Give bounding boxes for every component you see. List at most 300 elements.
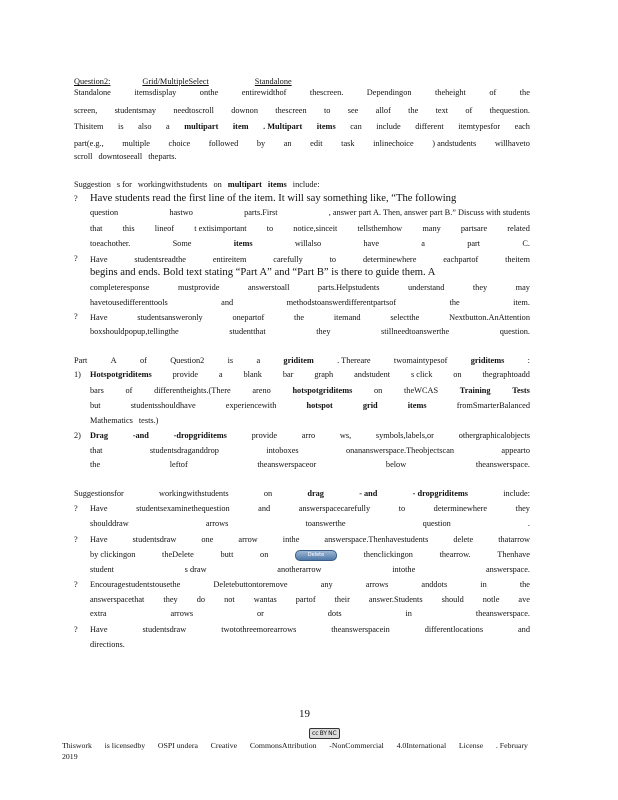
word: arrows — [170, 609, 194, 618]
text-line — [90, 431, 530, 441]
footer-word: -NonCommercial — [329, 741, 384, 750]
footer-word: License — [458, 741, 484, 750]
by-icon: BY — [319, 730, 328, 737]
word: part(e.g., — [74, 139, 104, 148]
word: studentsreadthe — [134, 255, 186, 264]
word: , answer part A. Then, answer part B.” Discuss with students — [328, 208, 530, 217]
word: thequestion. — [489, 106, 530, 115]
word — [295, 550, 337, 561]
word: downtoseeall — [98, 152, 143, 161]
word: they — [515, 504, 530, 513]
word: boxshouldpopup,tellingthe — [90, 327, 179, 336]
word: parts.First — [244, 208, 278, 217]
word: - dropgriditems — [412, 489, 469, 498]
word: parts.Helpstudents — [317, 283, 380, 292]
text-line — [74, 356, 530, 366]
word: s draw — [184, 565, 207, 574]
large-text-line: Have students read the first line of the item. It will say something like, “The following — [90, 193, 457, 204]
word: followed — [208, 139, 239, 148]
word: Have — [90, 535, 108, 544]
word: Mathematics — [90, 416, 133, 425]
word: Training — [459, 386, 491, 395]
word: on — [263, 489, 273, 498]
word: stillneedtoanswerthe — [381, 327, 450, 336]
text-line — [90, 640, 530, 650]
word: their — [334, 595, 350, 604]
text-line — [74, 88, 530, 98]
word: is — [227, 356, 234, 365]
bullet-marker: ? — [74, 625, 78, 634]
word: the — [519, 580, 530, 589]
text-line — [90, 504, 530, 514]
word: answerspace. — [485, 565, 530, 574]
text-line — [90, 519, 530, 529]
word: differentlocations — [424, 625, 484, 634]
word: shoulddraw — [90, 519, 129, 528]
word: Encouragestudentstousethe — [90, 580, 181, 589]
word: a — [218, 370, 223, 379]
word: can — [350, 122, 362, 131]
word: also — [138, 122, 152, 131]
word: item — [232, 122, 249, 131]
word: studentthat — [229, 327, 266, 336]
word: symbols,labels,or — [375, 431, 434, 440]
word: - and — [359, 489, 378, 498]
word: Suggestionsfor — [74, 489, 124, 498]
word: below — [385, 460, 407, 469]
word: question — [90, 208, 119, 217]
word: they — [316, 327, 331, 336]
word: part — [467, 239, 481, 248]
word: Part — [74, 356, 88, 365]
word: the — [293, 313, 305, 322]
word: twotothreemorearrows — [221, 625, 297, 634]
footer-word: Creative — [210, 741, 238, 750]
text-line — [74, 489, 530, 499]
word: anotherarrow — [277, 565, 322, 574]
heading-standalone: Standalone — [254, 77, 292, 86]
word: lineof — [154, 224, 175, 233]
word: -and — [132, 431, 149, 440]
word: A — [110, 356, 117, 365]
word: a — [421, 239, 425, 248]
bullet-marker: ? — [74, 194, 78, 203]
word: completeresponse — [90, 283, 150, 292]
text-line — [74, 152, 530, 162]
word: toeachother. — [90, 239, 131, 248]
word: intothe — [392, 565, 416, 574]
word: Standalone — [74, 88, 111, 97]
word: : — [527, 356, 530, 365]
word: answer.Students — [368, 595, 423, 604]
word: or — [256, 609, 264, 618]
word: intoboxes — [266, 446, 299, 455]
word: include — [376, 122, 401, 131]
text-line — [90, 298, 530, 308]
word: do — [196, 595, 206, 604]
word: othergraphicalobjects — [458, 431, 530, 440]
word: toanswerthe — [305, 519, 346, 528]
word: items — [407, 401, 427, 410]
word: thenclickingon — [363, 550, 413, 559]
word: theparts. — [148, 152, 177, 161]
word: studentsdraw — [132, 535, 177, 544]
footer-word: 4.0International — [396, 741, 447, 750]
word: this — [122, 224, 135, 233]
word: theanswerspace. — [475, 609, 530, 618]
text-line — [90, 446, 530, 456]
word: studentsmay — [114, 106, 157, 115]
word: multipart — [184, 122, 219, 131]
word: screen, — [74, 106, 98, 115]
word: grid — [362, 401, 378, 410]
word: griditem — [283, 356, 314, 365]
creative-commons-badge — [309, 728, 340, 739]
word: s click — [410, 370, 433, 379]
text-line — [90, 239, 530, 249]
bullet-marker: ? — [74, 254, 78, 263]
word: drag — [307, 489, 324, 498]
word: studentsdraw — [142, 625, 187, 634]
word: but — [90, 401, 101, 410]
word: theanswerspaceor — [257, 460, 317, 469]
word: appearto — [501, 446, 530, 455]
word: the — [519, 88, 530, 97]
word: in — [480, 580, 487, 589]
word: text — [435, 106, 449, 115]
word: theDelete — [162, 550, 194, 559]
large-text-line: begins and ends. Bold text stating “Part A” and “Part B” is there to guide them. A — [90, 267, 436, 278]
word: notle — [482, 595, 500, 604]
word: of — [489, 88, 497, 97]
footer-word: OSPI undera — [157, 741, 198, 750]
word: on — [213, 180, 222, 189]
word: a — [166, 122, 170, 131]
license-footer-year: 2019 — [62, 752, 78, 761]
text-line — [90, 460, 530, 470]
cc-icon: cc — [312, 730, 319, 737]
text-line — [74, 106, 530, 116]
list-number: 1) — [74, 370, 81, 379]
word: studentsshouldhave — [130, 401, 196, 410]
word: they — [163, 595, 178, 604]
word: a — [256, 356, 261, 365]
license-footer — [62, 741, 528, 750]
word: arrows — [205, 519, 229, 528]
text-line — [74, 180, 530, 190]
word: on — [260, 550, 269, 559]
nc-icon: NC — [328, 730, 337, 737]
word: understand — [407, 283, 445, 292]
word: different — [415, 122, 444, 131]
word: Some — [172, 239, 192, 248]
word: t extisimportant — [194, 224, 247, 233]
word: and — [518, 625, 530, 634]
word: theheight — [434, 88, 466, 97]
text-line — [90, 401, 530, 411]
word: answerstoall — [247, 283, 290, 292]
word: methodstoanswerdifferentpartsof — [286, 298, 397, 307]
word: eachpartof — [443, 255, 479, 264]
word: many — [422, 224, 441, 233]
word: anddots — [421, 580, 448, 589]
text-line — [90, 313, 530, 323]
word: should — [441, 595, 464, 604]
word: Tests — [512, 386, 530, 395]
word: onananswerspace.Theobjectscan — [345, 446, 455, 455]
word: inthe — [282, 535, 300, 544]
word: twomaintypesof — [393, 356, 448, 365]
word: workingwithstudents — [159, 489, 229, 498]
word: by — [256, 139, 266, 148]
word: Nextbutton.AnAttention — [449, 313, 530, 322]
word: in — [405, 609, 412, 618]
word: griditems — [470, 356, 505, 365]
word: studentsansweronly — [137, 313, 203, 322]
word: Thisitem — [74, 122, 104, 131]
word: ws, — [339, 431, 352, 440]
word: andstudent — [354, 370, 391, 379]
word: extra — [90, 609, 107, 618]
word: partsare — [460, 224, 488, 233]
word: see — [347, 106, 359, 115]
word: Deletebuttontoremove — [213, 580, 288, 589]
word: graph — [314, 370, 334, 379]
text-line — [90, 370, 530, 380]
word: an — [283, 139, 292, 148]
word: butt — [220, 550, 234, 559]
text-line — [90, 416, 530, 426]
word: each — [514, 122, 530, 131]
word: question — [422, 519, 451, 528]
word: notice,sinceit — [293, 224, 338, 233]
word: of — [139, 356, 147, 365]
word: Have — [90, 504, 108, 513]
word: arrow — [238, 535, 258, 544]
word: may — [515, 283, 530, 292]
word: Hotspotgriditems — [90, 370, 152, 379]
word: thegraphtoadd — [482, 370, 530, 379]
word: tests.) — [138, 416, 159, 425]
word: onthe — [199, 88, 219, 97]
word: of — [125, 386, 133, 395]
word: willalso — [294, 239, 322, 248]
word: by clickingon — [90, 550, 136, 559]
word: theanswerspace. — [475, 460, 530, 469]
word: related — [507, 224, 530, 233]
text-line — [90, 386, 530, 396]
word: items — [267, 180, 287, 189]
word: itemand — [333, 313, 361, 322]
footer-word: Thiswork — [62, 741, 92, 750]
word: items — [233, 239, 253, 248]
text-line — [90, 208, 530, 218]
word: and — [258, 504, 271, 513]
word: needtoscroll — [173, 106, 214, 115]
word: on — [374, 386, 383, 395]
word: not — [224, 595, 235, 604]
word: provide — [172, 370, 199, 379]
bullet-marker: ? — [74, 535, 78, 544]
text-line — [90, 595, 530, 605]
bullet-marker: ? — [74, 312, 78, 321]
word: havetousedifferenttools — [90, 298, 168, 307]
text-line — [90, 327, 530, 337]
word: determinewhere — [362, 255, 417, 264]
word: multiple — [122, 139, 150, 148]
word: s for — [116, 180, 132, 189]
word: inlinechoice — [373, 139, 414, 148]
word: workingwithstudents — [137, 180, 208, 189]
word: Drag — [90, 431, 108, 440]
word: theanswerspacein — [331, 625, 390, 634]
word: wantas — [253, 595, 277, 604]
word: that — [90, 446, 103, 455]
word: studentsexaminethequestion — [136, 504, 230, 513]
word: on — [453, 370, 462, 379]
word: areno — [252, 386, 271, 395]
word: edit — [310, 139, 323, 148]
word: hotspot — [306, 401, 333, 410]
word: to — [329, 255, 337, 264]
word: any — [320, 580, 333, 589]
text-line — [90, 550, 530, 561]
footer-word: CommonsAttribution — [249, 741, 317, 750]
text-line — [90, 535, 530, 545]
word: answerspacecarefully — [298, 504, 371, 513]
word: leftof — [169, 460, 188, 469]
word: entireitem — [212, 255, 247, 264]
text-line — [74, 122, 530, 132]
word: experiencewith — [225, 401, 277, 410]
word: thearrow. — [439, 550, 471, 559]
list-number: 2) — [74, 431, 81, 440]
word: they — [472, 283, 488, 292]
word: . — [527, 519, 530, 528]
word: Dependingon — [366, 88, 412, 97]
word: onepartof — [232, 313, 265, 322]
word: the — [408, 106, 419, 115]
word: entirewidthof — [241, 88, 287, 97]
bullet-marker: ? — [74, 580, 78, 589]
word: have — [363, 239, 380, 248]
word: task — [341, 139, 355, 148]
word: ave — [518, 595, 530, 604]
text-line — [90, 283, 530, 293]
word: mustprovide — [177, 283, 220, 292]
word: answerspacethat — [90, 595, 145, 604]
word: C. — [522, 239, 530, 248]
word: one — [201, 535, 214, 544]
word: include: — [292, 180, 320, 189]
delete-button-image: Delete — [295, 550, 337, 561]
word: Suggestion — [74, 180, 111, 189]
bullet-marker: ? — [74, 504, 78, 513]
word: to — [323, 106, 331, 115]
heading-item-type: Grid/MultipleSelect — [142, 77, 209, 86]
word: multipart — [227, 180, 262, 189]
word: selectthe — [390, 313, 420, 322]
word: carefully — [273, 255, 303, 264]
footer-word: is licensedby — [104, 741, 146, 750]
word: to — [266, 224, 274, 233]
text-line — [90, 580, 530, 590]
question-heading — [74, 77, 530, 87]
word: studentsdraganddrop — [149, 446, 219, 455]
word: tellsthemhow — [357, 224, 403, 233]
word: and — [221, 298, 234, 307]
page-number: 19 — [299, 708, 310, 720]
heading-question-number: Question2: — [74, 77, 111, 86]
word: the — [90, 460, 101, 469]
word: Have — [90, 313, 108, 322]
word: dots — [327, 609, 342, 618]
word: thatarrow — [498, 535, 530, 544]
word: scroll — [74, 152, 93, 161]
word: ) andstudents — [432, 139, 477, 148]
word: to — [398, 504, 406, 513]
word: Have — [90, 625, 108, 634]
word: Have — [90, 255, 108, 264]
word: arrows — [365, 580, 389, 589]
word: partof — [295, 595, 316, 604]
word: the — [449, 298, 460, 307]
word: allof — [375, 106, 391, 115]
word: arro — [301, 431, 316, 440]
word: fromSmarterBalanced — [456, 401, 530, 410]
word: include: — [503, 489, 530, 498]
text-line — [90, 625, 530, 635]
word: . Thereare — [337, 356, 371, 365]
word: bar — [282, 370, 294, 379]
word: item. — [513, 298, 530, 307]
word: question. — [499, 327, 530, 336]
word: hotspotgriditems — [292, 386, 353, 395]
word: . Multipart — [263, 122, 303, 131]
word: answerspace.Thenhavestudents — [324, 535, 429, 544]
word: itemtypesfor — [458, 122, 501, 131]
text-line — [90, 609, 530, 619]
word: hastwo — [169, 208, 193, 217]
text-line — [90, 224, 530, 234]
word: is — [118, 122, 124, 131]
word: provide — [251, 431, 278, 440]
word: thescreen. — [309, 88, 344, 97]
word: determinewhere — [433, 504, 488, 513]
footer-word: . February — [495, 741, 528, 750]
word: theitem — [505, 255, 530, 264]
word: willhaveto — [494, 139, 530, 148]
word: student — [90, 565, 114, 574]
word: that — [90, 224, 103, 233]
word: delete — [453, 535, 474, 544]
word: items — [316, 122, 336, 131]
word: theWCAS — [404, 386, 439, 395]
word: of — [465, 106, 473, 115]
word: directions. — [90, 640, 125, 649]
word: downon — [231, 106, 258, 115]
word: blank — [243, 370, 262, 379]
word: Thenhave — [497, 550, 530, 559]
word: Question2 — [170, 356, 205, 365]
text-line — [74, 139, 530, 149]
word: -dropgriditems — [173, 431, 227, 440]
word: bars — [90, 386, 104, 395]
text-line — [90, 255, 530, 265]
word: itemsdisplay — [134, 88, 177, 97]
word: choice — [168, 139, 191, 148]
word: differentheights.(There — [154, 386, 231, 395]
